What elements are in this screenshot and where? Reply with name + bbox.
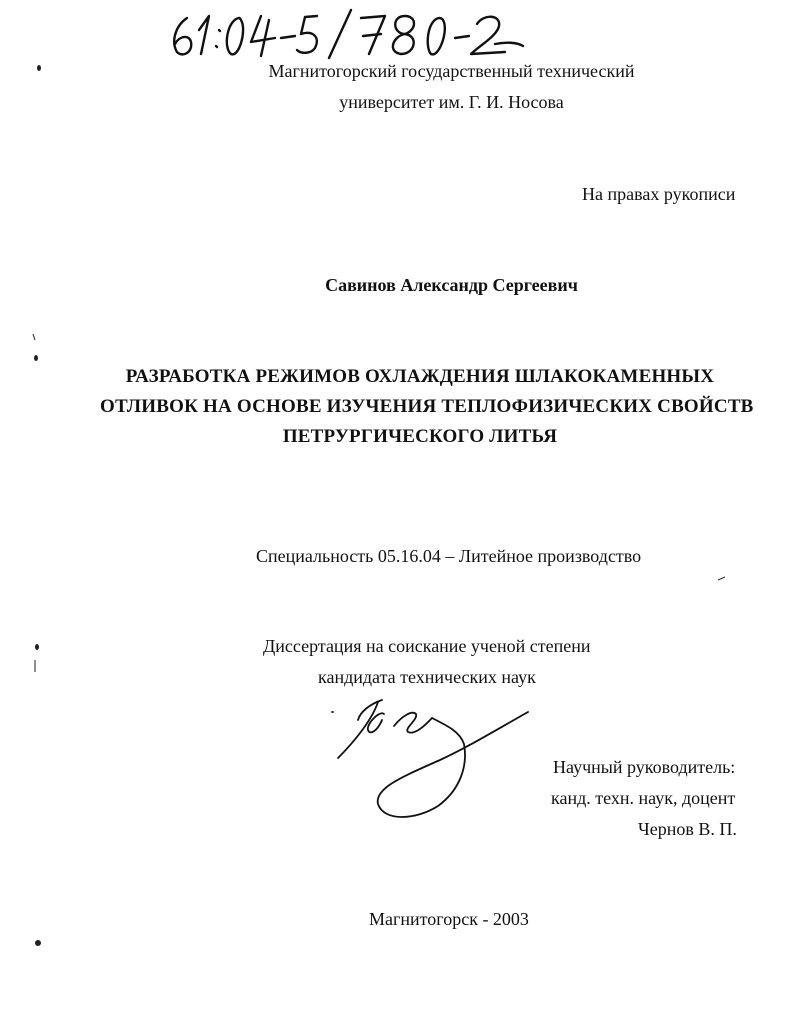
author-name: Савинов Александр Сергеевич	[325, 275, 578, 295]
title-line-3: ПЕТРУРГИЧЕСКОГО ЛИТЬЯ	[282, 426, 558, 447]
dissertation-line-2: кандидата технических наук	[318, 667, 536, 687]
margin-specks	[0, 0, 60, 1034]
speciality: Специальность 05.16.04 – Литейное производство	[256, 546, 642, 566]
supervisor-degree: канд. техн. наук, доцент	[551, 788, 736, 808]
university-line-2: университет им. Г. И. Носова	[339, 92, 564, 112]
stray-mark	[716, 574, 728, 582]
dissertation-line-1: Диссертация на соискание ученой степени	[263, 636, 591, 656]
supervisor-label: Научный руководитель:	[553, 757, 736, 777]
dissertation-title	[100, 362, 754, 452]
title-line-1: РАЗРАБОТКА РЕЖИМОВ ОХЛАЖДЕНИЯ ШЛАКОКАМЕННЫХ	[125, 366, 715, 387]
university-line-1: Магнитогорский государственный технический	[268, 61, 635, 81]
signature-handwriting	[320, 690, 540, 830]
manuscript-rights: На правах рукописи	[582, 184, 736, 204]
archive-code-handwriting	[165, 8, 545, 60]
title-line-2: ОТЛИВОК НА ОСНОВЕ ИЗУЧЕНИЯ ТЕПЛОФИЗИЧЕСКИХ СВОЙСТВ	[100, 396, 754, 417]
city-year: Магнитогорск - 2003	[369, 909, 529, 929]
supervisor-name: Чернов В. П.	[638, 819, 737, 839]
